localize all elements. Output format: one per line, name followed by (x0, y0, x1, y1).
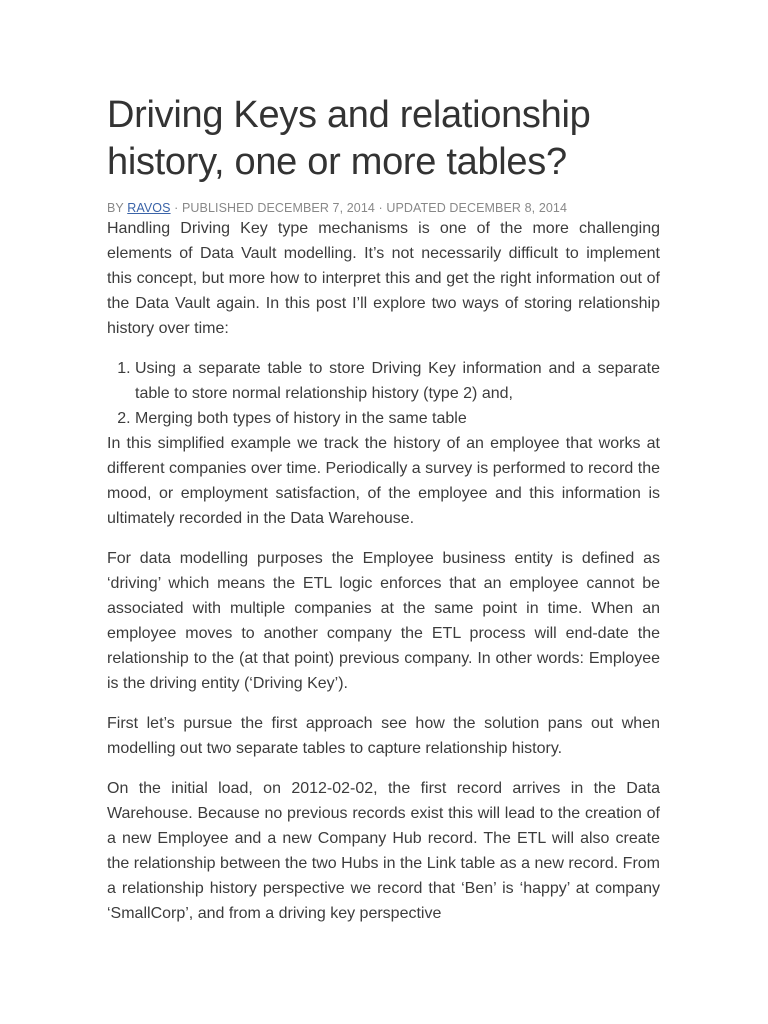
approach-list (107, 356, 660, 431)
meta-dates: · PUBLISHED DECEMBER 7, 2014 · UPDATED DECEMBER 8, 2014 (170, 201, 568, 215)
list-item: 2. Merging both types of history in the same table (135, 406, 660, 431)
meta-by-prefix: BY (107, 201, 128, 215)
list-item: 1. Using a separate table to store Driving Key information and a separate table to store normal relationship history (type 2) and, (135, 356, 660, 406)
paragraph-example: In this simplified example we track the history of an employee that works at different companies over time. Periodically a survey is performed to record the mood, or employment satisfaction, of the employee and this information is ultimately recorded in the Data Warehouse. (107, 435, 660, 527)
paragraph-initial-load: On the initial load, on 2012-02-02, the first record arrives in the Data Warehouse. Because no previous records exist this will lead to the creation of a new Employee and a new Company Hub record. The ETL will also create the relationship between the two Hubs in the Link table as a new record. From a relationship history perspective we record that ‘Ben’ is ‘happy’ at company ‘SmallCorp’, and from a driving key perspective (107, 780, 660, 922)
article-meta (107, 200, 660, 216)
paragraph-driving-entity: For data modelling purposes the Employee business entity is defined as ‘driving’ which means the ETL logic enforces that an employee cannot be associated with multiple companies at the same point in time. When an employee moves to another company the ETL process will end-date the relationship to the (at that point) previous company. In other words: Employee is the driving entity (‘Driving Key’). (107, 550, 660, 692)
intro-paragraph: Handling Driving Key type mechanisms is one of the more challenging elements of Data Vault modelling. It’s not necessarily difficult to implement this concept, but more how to interpret this and get the right information out of the Data Vault again. In this post I’ll explore two ways of storing relationship history over time: (107, 220, 660, 337)
article-content (107, 216, 660, 926)
article-title: Driving Keys and relationship history, one or more tables? (107, 94, 591, 183)
article (107, 92, 660, 926)
paragraph-first-approach: First let’s pursue the first approach see how the solution pans out when modelling out two separate tables to capture relationship history. (107, 715, 660, 757)
author-link[interactable]: RAVOS (127, 201, 171, 215)
